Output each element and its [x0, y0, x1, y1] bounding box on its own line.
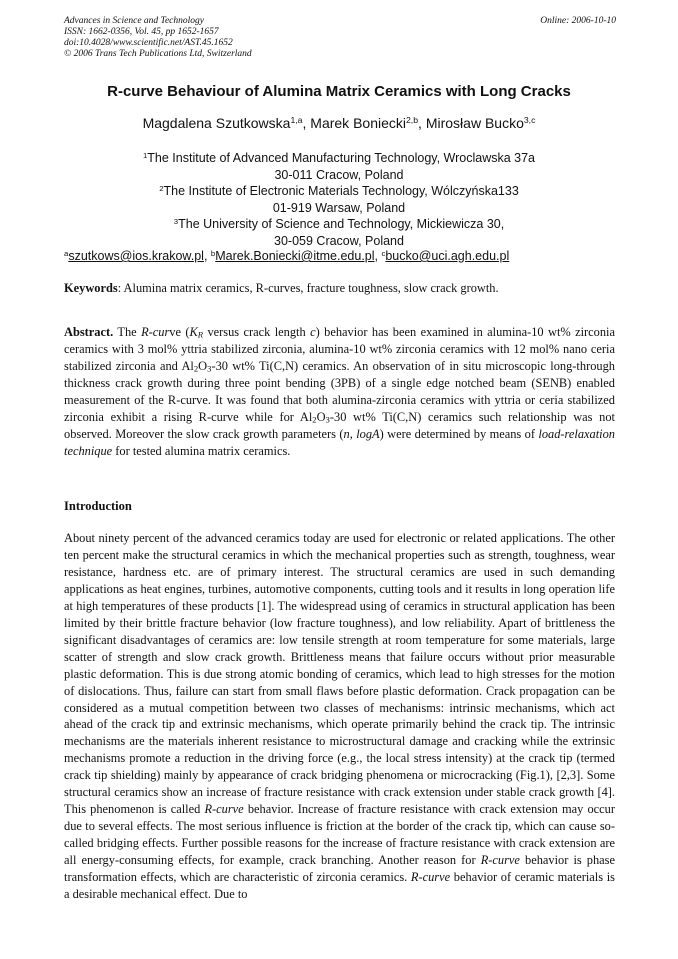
keywords-label: Keywords — [64, 281, 118, 295]
affiliation-line: 30-059 Cracow, Poland — [274, 234, 404, 248]
abstract-paragraph: Abstract. The R-curve ($K_R$ versus crack length c) behavior has been examined in alumina-10 wt% zirconia ceramics with 3 mol% yttria stabilized zirconia, alumina-10 wt% zirconia ceramics with 12 mol% nano ceria stabilized zirconia and $Al_2O_3-30$ wt% Ti(C,N) ceramics. An observation of in situ microscopic long-through thickness crack growth during three point bending (3PB) of a single edge notched beam (SENB) enabled measurement of the R-curve. It was found that both alumina-zirconia ceramics with yttria or ceria stabilized zirconia exhibit a rising R-curve while for $Al_2O_3-30$ wt% Ti(C,N) ceramics such relationship was not observed. Moreover the slow crack growth parameters (n, logA) were determined by means of load-relaxation technique for tested alumina matrix ceramics. — [64, 325, 616, 458]
online-date: Online: 2006-10-10 — [540, 16, 616, 26]
journal-name: Advances in Science and Technology — [64, 16, 204, 26]
affiliation-superscript: 3 — [173, 216, 179, 226]
paper-title: R-curve Behaviour of Alumina Matrix Ceramics with Long Cracks — [107, 83, 571, 100]
email-superscript: a — [64, 248, 69, 258]
section-heading-introduction: Introduction — [64, 499, 132, 513]
issn-line: ISSN: 1662-0356, Vol. 45, pp 1652-1657 — [64, 27, 219, 37]
affiliation-line: The Institute of Electronic Materials Technology, Wólczyńska133 — [163, 184, 519, 198]
author-superscript: 1,a — [290, 115, 303, 126]
email-superscript: b — [210, 248, 216, 258]
affiliation-line: The University of Science and Technology, Mickiewicza 30, — [178, 217, 505, 231]
copyright-line: © 2006 Trans Tech Publications Ltd, Switzerland — [64, 49, 252, 59]
author-name: Mirosław Bucko — [425, 115, 524, 131]
email-list: $^a$szutkows@ios.krakow.pl, $^b$Marek.Boniecki@itme.edu.pl, $^c$bucko@uci.agh.edu.pl — [64, 248, 510, 263]
keywords-paragraph — [64, 280, 615, 297]
author-name: Magdalena Szutkowska — [142, 115, 291, 131]
doi-line: doi:10.4028/www.scientific.net/AST.45.1652 — [64, 38, 233, 48]
affiliation-superscript: 2 — [159, 183, 164, 193]
affiliation-line: 30-011 Cracow, Poland — [274, 168, 404, 182]
author-superscript: 2,b — [405, 115, 419, 126]
affiliation-superscript: 1 — [142, 150, 148, 160]
introduction-paragraph: About ninety percent of the advanced ceramics today are used for electronic or related applications. The other ten percent make the structural ceramics in which the mechanical properties such as strength, toughness, wear resistance, hardness etc. are of primary interest. The structural ceramics are used in such demanding applications as heat engines, turbines, automotive components, cutting tools and it results in long operation life at high temperatures of these products [1]. The widespread using of ceramics in structural application has been limited by their brittle fracture behavior (low fracture toughness), and low reliability. Apart of brittleness the significant disadvantages of ceramics are: low tensile strength at room temperature for some materials, large scatter of strength and slow crack growth. Brittleness means that failure occurs without prior measurable plastic deformation. This is due strong atomic bonding of ceramics, which lead to high stresses for the motion of dislocations. Thus, failure can start from small flaws before plastic deformation. Crack propagation can be considered as a mutual competition between two classes of mechanisms: intrinsic mechanisms, which act ahead of the crack tip and extrinsic mechanisms, which operate primarily behind the crack tip. The intrinsic mechanisms are the materials inherent resistance to microstructural damage and cracking while the extrinsic mechanisms promote a reduction in the driving force (e.g., the local stress intensity) at the crack tip (termed crack tip shielding) mainly by appearance of crack bridging phenomena or microcracking (Fig.1), [2,3]. Some structural ceramics show an increase of fracture resistance with crack extension under stable crack growth [4]. This phenomenon is called R-curve behavior. Increase of fracture resistance with crack extension may occur due to several effects. The most serious influence is friction at the border of the crack tip, which can cause so-called bridging effects. Further possible reasons for the increase of fracture resistance with crack extension are all energy-consuming effects, for example, crack branching. Another reason for R-curve behavior is phase transformation effects, which are characteristic of zirconia ceramics. R-curve behavior of ceramic materials is a desirable mechanical effect. Due to — [64, 531, 615, 902]
abstract-label: Abstract. — [64, 325, 114, 339]
email-link[interactable]: Marek.Boniecki@itme.edu.pl — [215, 249, 375, 263]
affiliation-3 — [40, 216, 638, 250]
email-link[interactable]: szutkows@ios.krakow.pl — [68, 249, 204, 263]
author-list: Magdalena Szutkowska$^{1,a}$, Marek Boniecki$^{2,b}$, Mirosław Bucko$^{3,c}$ — [142, 115, 536, 131]
affiliation-1 — [40, 150, 638, 184]
affiliation-line: The Institute of Advanced Manufacturing Technology, Wroclawska 37a — [147, 151, 536, 165]
author-name: Marek Boniecki — [310, 115, 406, 131]
email-link[interactable]: bucko@uci.agh.edu.pl — [385, 249, 510, 263]
affiliation-2 — [40, 183, 638, 217]
affiliation-line: 01-919 Warsaw, Poland — [272, 201, 406, 215]
keywords-text: : Alumina matrix ceramics, R-curves, fracture toughness, slow crack growth. — [117, 281, 499, 295]
journal-header — [64, 16, 616, 60]
author-superscript: 3,c — [523, 115, 536, 126]
email-superscript: c — [381, 248, 386, 258]
